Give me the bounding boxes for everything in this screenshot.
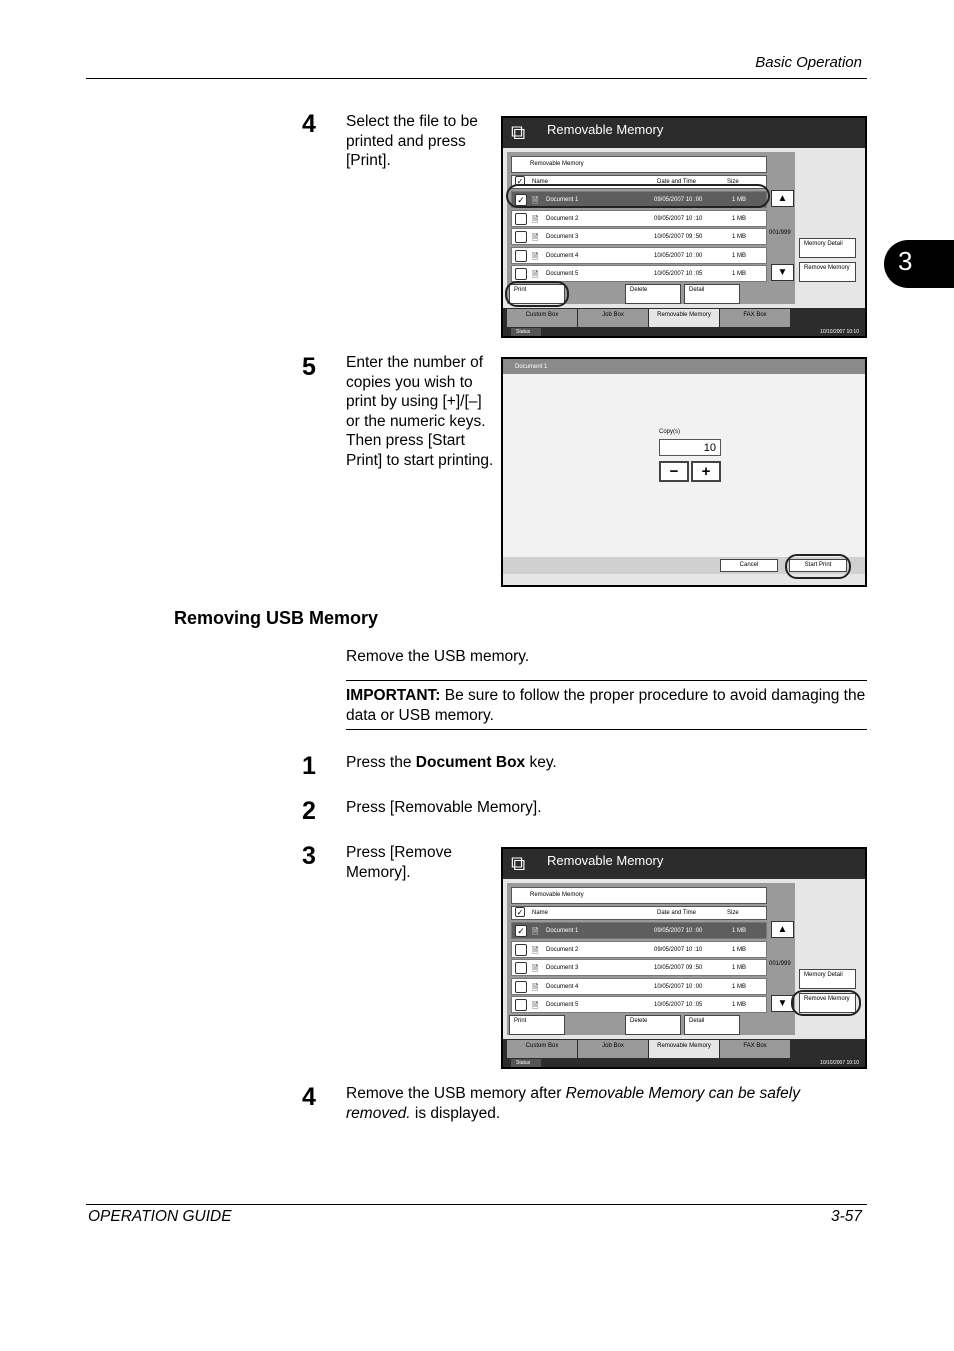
select-all-checkbox[interactable]: ✓ <box>516 908 524 917</box>
row-checkbox[interactable] <box>515 962 527 974</box>
step-text: Press [Removable Memory]. <box>346 799 542 816</box>
important-text: Be sure to follow the proper procedure to avoid damaging the data or USB memory. <box>346 687 866 724</box>
file-date: 10/05/2007 10 :00 <box>654 252 703 259</box>
start-print-button[interactable]: Start Print <box>789 559 847 572</box>
step-text: Press [Remove Memory]. <box>346 844 452 881</box>
file-name: Document 4 <box>546 983 579 990</box>
name-column[interactable]: Name <box>532 179 549 185</box>
page-count: 001/999 <box>769 961 791 967</box>
screen-title: Removable Memory <box>503 849 865 879</box>
tab-job-box[interactable]: Job Box <box>578 309 648 327</box>
tab-custom-box[interactable]: Custom Box <box>507 309 577 327</box>
removal-message: Removable Memory can be safely removed. <box>346 1085 800 1122</box>
file-row[interactable] <box>511 922 767 939</box>
print-button[interactable]: Print <box>509 284 565 304</box>
important-top-rule <box>346 680 867 681</box>
delete-button[interactable]: Delete <box>625 1015 681 1035</box>
file-name: Document 4 <box>546 252 579 259</box>
folder-icon: ⧉ <box>511 853 526 875</box>
step-text-part: Press the <box>346 754 416 771</box>
clock: 10/10/2007 10:10 <box>820 1060 859 1066</box>
file-name: Document 1 <box>546 928 579 934</box>
document-icon: 🗎 <box>532 233 539 242</box>
removable-memory-screen <box>501 847 867 1069</box>
file-row[interactable] <box>511 978 767 995</box>
file-list-area <box>507 883 795 1035</box>
print-button[interactable]: Print <box>509 1015 565 1035</box>
step-text: Enter the number of copies you wish to print by using [+]/[–] or the numeric keys. Then press [Start Print] to start printing. <box>346 354 494 469</box>
file-row[interactable] <box>511 941 767 958</box>
path-bar: Removable Memory <box>511 887 767 904</box>
document-icon: 🗎 <box>532 214 539 224</box>
plus-button[interactable]: + <box>691 461 721 482</box>
select-all-checkbox[interactable]: ✓ <box>516 177 524 186</box>
document-icon: 🗎 <box>532 270 539 279</box>
step-number: 4 <box>302 1083 316 1111</box>
step-text-part: key. <box>525 754 557 771</box>
file-name: Document 2 <box>546 946 579 953</box>
memory-detail-button[interactable]: Memory Detail <box>799 238 856 258</box>
important-note <box>346 686 867 725</box>
minus-button[interactable]: − <box>659 461 689 482</box>
file-name: Document 5 <box>546 1002 579 1008</box>
chapter-tab: 3 <box>884 240 954 288</box>
clock: 10/10/2007 10:10 <box>820 329 859 335</box>
footer-guide: OPERATION GUIDE <box>88 1208 232 1225</box>
copies-body <box>503 374 865 557</box>
cancel-button[interactable]: Cancel <box>720 559 778 572</box>
file-size: 1 MB <box>732 928 747 934</box>
row-checkbox[interactable] <box>515 231 527 243</box>
highlight-oval <box>791 990 861 1016</box>
step-number: 1 <box>302 752 316 780</box>
page-count: 001/999 <box>769 230 791 236</box>
folder-icon: ⧉ <box>511 122 526 144</box>
highlight-oval <box>785 554 851 579</box>
document-icon: 🗎 <box>532 251 539 261</box>
size-column[interactable]: Size <box>727 179 739 185</box>
file-date: 10/05/2007 09 :50 <box>654 965 703 971</box>
row-checkbox[interactable] <box>515 981 527 993</box>
file-date: 09/05/2007 10 :00 <box>654 928 703 934</box>
important-bottom-rule <box>346 729 867 730</box>
date-column[interactable]: Date and Time <box>657 179 697 185</box>
document-box-key: Document Box <box>415 754 526 771</box>
file-size: 1 MB <box>732 215 747 222</box>
box-tabs <box>503 1039 865 1069</box>
tab-custom-box[interactable]: Custom Box <box>507 1040 577 1058</box>
section-title: Removing USB Memory <box>174 608 379 628</box>
file-date: 10/05/2007 09 :50 <box>654 234 703 240</box>
file-row[interactable] <box>511 959 767 976</box>
file-date: 10/05/2007 10 :05 <box>654 1002 703 1008</box>
name-column[interactable]: Name <box>532 910 549 916</box>
file-size: 1 MB <box>732 252 747 259</box>
step-number: 5 <box>302 353 316 381</box>
tab-job-box[interactable]: Job Box <box>578 1040 648 1058</box>
step-text-part: Remove the USB memory after <box>346 1085 566 1102</box>
date-column[interactable]: Date and Time <box>657 910 697 916</box>
column-header <box>511 906 767 920</box>
scroll-down-button[interactable]: ▼ <box>771 264 794 281</box>
box-tabs <box>503 308 865 338</box>
row-checkbox[interactable] <box>515 213 527 225</box>
remove-memory-button[interactable]: Remove Memory <box>799 262 856 282</box>
scroll-up-button[interactable]: ▲ <box>771 190 794 207</box>
file-size: 1 MB <box>732 197 747 203</box>
file-row[interactable] <box>511 996 767 1013</box>
step-text: Select the file to be printed and press [Print]. <box>346 113 478 169</box>
scroll-down-button[interactable]: ▼ <box>771 995 794 1012</box>
row-checkbox[interactable] <box>515 268 527 280</box>
file-size: 1 MB <box>732 271 747 277</box>
status-button[interactable]: Status <box>511 328 541 337</box>
step-number: 4 <box>302 110 316 138</box>
row-checkbox[interactable] <box>515 944 527 956</box>
file-row[interactable] <box>511 247 767 264</box>
copies-label: Copy(s) <box>659 429 681 435</box>
file-name: Document 1 <box>546 197 579 203</box>
detail-button[interactable]: Detail <box>684 1015 740 1035</box>
path-bar: Removable Memory <box>511 156 767 173</box>
delete-button[interactable]: Delete <box>625 284 681 304</box>
memory-detail-button[interactable]: Memory Detail <box>799 969 856 989</box>
remove-memory-button[interactable]: Remove Memory <box>799 993 856 1013</box>
highlight-oval <box>505 281 569 307</box>
copies-field[interactable]: 10 <box>659 439 721 456</box>
file-size: 1 MB <box>732 946 747 953</box>
step-text <box>346 1084 867 1123</box>
row-checkbox[interactable] <box>515 999 527 1011</box>
file-row[interactable] <box>511 265 767 282</box>
file-size: 1 MB <box>732 234 747 240</box>
file-date: 10/05/2007 10 :05 <box>654 271 703 277</box>
tab-fax-box[interactable]: FAX Box <box>720 1040 790 1058</box>
file-size: 1 MB <box>732 965 747 971</box>
scroll-up-button[interactable]: ▲ <box>771 921 794 938</box>
document-title: Document 1 <box>503 359 865 374</box>
document-icon: 🗎 <box>532 982 539 992</box>
header-rule <box>86 78 867 79</box>
tab-removable-memory[interactable]: Removable Memory <box>649 309 719 327</box>
document-icon: 🗎 <box>532 196 539 205</box>
step-number: 3 <box>302 842 316 870</box>
file-row[interactable] <box>511 210 767 227</box>
row-checkbox[interactable]: ✓ <box>515 194 527 206</box>
file-size: 1 MB <box>732 1002 747 1008</box>
document-icon: 🗎 <box>532 945 539 955</box>
file-date: 09/05/2007 10 :10 <box>654 215 703 222</box>
tab-removable-memory[interactable]: Removable Memory <box>649 1040 719 1058</box>
step-text <box>346 753 557 773</box>
row-checkbox[interactable]: ✓ <box>515 925 527 937</box>
tab-fax-box[interactable]: FAX Box <box>720 309 790 327</box>
row-checkbox[interactable] <box>515 250 527 262</box>
screen-title: Removable Memory <box>503 118 865 148</box>
size-column[interactable]: Size <box>727 910 739 916</box>
file-name: Document 2 <box>546 215 579 222</box>
file-date: 09/05/2007 10 :10 <box>654 946 703 953</box>
file-row[interactable] <box>511 228 767 245</box>
page-number: 3-57 <box>830 1208 862 1225</box>
intro-text: Remove the USB memory. <box>346 648 530 665</box>
document-icon: 🗎 <box>532 1001 539 1010</box>
file-size: 1 MB <box>732 983 747 990</box>
step-text-part: is displayed. <box>410 1104 501 1122</box>
status-button[interactable]: Status <box>511 1059 541 1068</box>
file-name: Document 3 <box>546 234 579 240</box>
file-name: Document 5 <box>546 271 579 277</box>
file-name: Document 3 <box>546 965 579 971</box>
highlight-oval <box>506 184 770 208</box>
step-number: 2 <box>302 797 316 825</box>
file-date: 09/05/2007 10 :00 <box>654 197 703 203</box>
document-icon: 🗎 <box>532 964 539 973</box>
removable-memory-screen <box>501 116 867 338</box>
footer-rule <box>86 1204 867 1205</box>
important-label: IMPORTANT: <box>346 687 441 704</box>
running-header: Basic Operation <box>755 54 862 71</box>
detail-button[interactable]: Detail <box>684 284 740 304</box>
document-icon: 🗎 <box>532 927 539 936</box>
copies-screen <box>501 357 867 587</box>
file-date: 10/05/2007 10 :00 <box>654 983 703 990</box>
